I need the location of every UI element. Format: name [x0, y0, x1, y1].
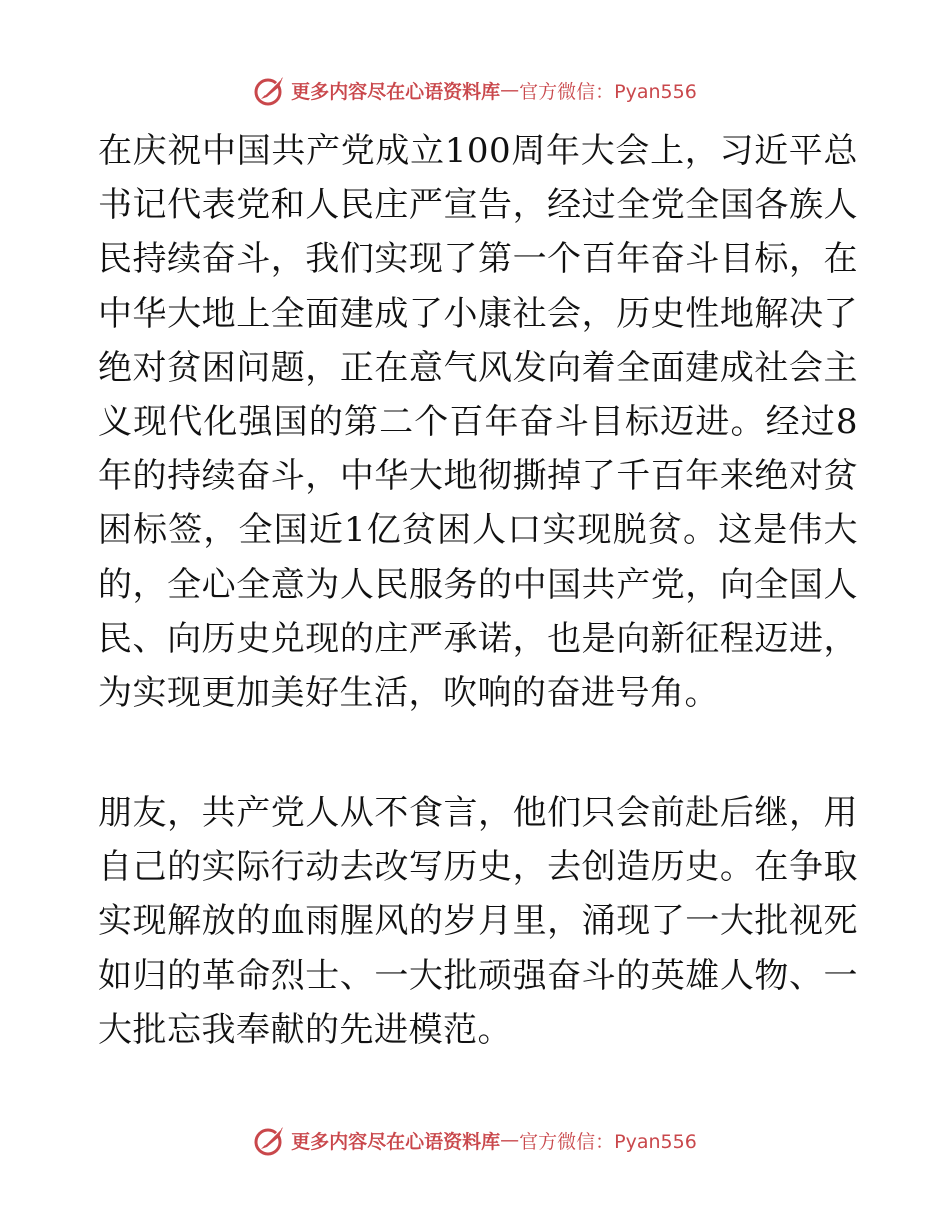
banner-wechat: 官方微信：Pyan556: [519, 80, 697, 103]
banner-wechat: 官方微信：Pyan556: [519, 1130, 697, 1153]
quill-logo-icon: [253, 1123, 287, 1157]
banner-title: 更多内容尽在心语资料库: [291, 80, 501, 103]
body-paragraph-1: 在庆祝中国共产党成立100周年大会上，习近平总书记代表党和人民庄严宣告，经过全党全国各族人民持续奋斗，我们实现了第一个百年奋斗目标，在中华大地上全面建成了小康社会，历史性地解决了绝对贫困问题，正在意气风发向着全面建成社会主义现代化强国的第二个百年奋斗目标迈进。经过8年的持续奋斗，中华大地彻撕掉了千百年来绝对贫困标签，全国近1亿贫困人口实现脱贫。这是伟大的，全心全意为人民服务的中国共产党，向全国人民、向历史兑现的庄严承诺，也是向新征程迈进，为实现更加美好生活，吹响的奋进号角。: [98, 131, 858, 714]
header-banner: [0, 70, 950, 110]
footer-banner: [0, 1120, 950, 1160]
banner-separator: —: [500, 79, 520, 101]
quill-logo-icon: [253, 73, 287, 107]
banner-separator: —: [500, 1129, 520, 1151]
banner-title: 更多内容尽在心语资料库: [291, 1130, 501, 1153]
body-paragraph-2: 朋友，共产党人从不食言，他们只会前赴后继，用自己的实际行动去改写历史，去创造历史。在争取实现解放的血雨腥风的岁月里，涌现了一大批视死如归的革命烈士、一大批顽强奋斗的英雄人物、一大批忘我奉献的先进模范。: [98, 793, 858, 1050]
